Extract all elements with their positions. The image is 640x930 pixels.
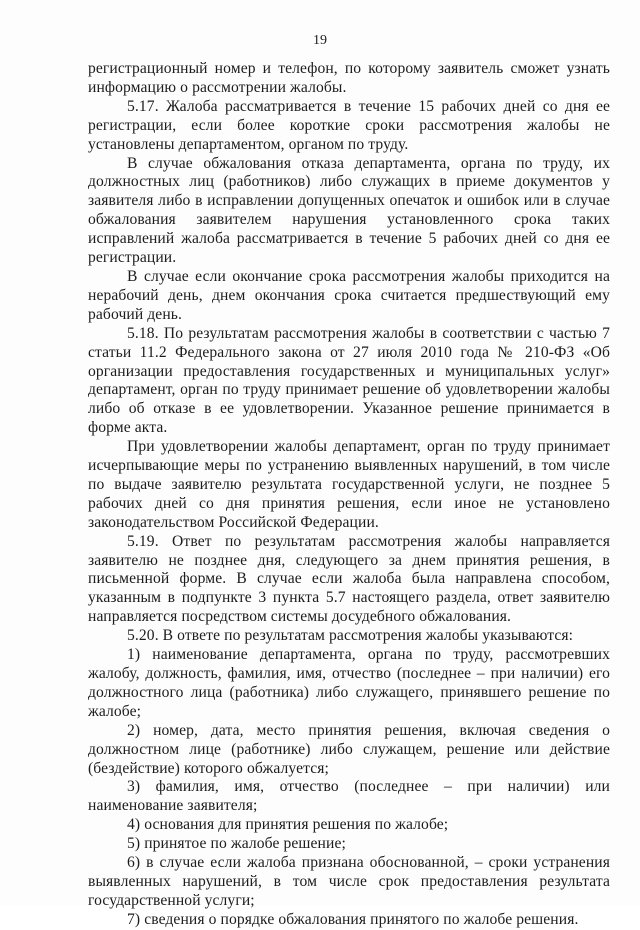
paragraph-5-17: 5.17. Жалоба рассматривается в течение 15 рабочих дней со дня ее регистрации, если более короткие сроки рассмотрения жалобы не установлены департаментом, органом по труду. bbox=[88, 97, 610, 153]
paragraph-nonworking-day: В случае если окончание срока рассмотрения жалобы приходится на нерабочий день, днем окончания срока считается предшествующий ему рабочий день. bbox=[88, 267, 610, 323]
list-item-6: 6) в случае если жалоба признана обоснованной, – сроки устранения выявленных нарушений, в том числе срок предоставления результата государственной услуги; bbox=[88, 854, 610, 909]
page-number: 19 bbox=[313, 33, 327, 48]
paragraph-5-20: 5.20. В ответе по результатам рассмотрения жалобы указываются: bbox=[127, 627, 574, 645]
list-item-5: 5) принятое по жалобе решение; bbox=[127, 835, 346, 853]
paragraph-5-18: 5.18. По результатам рассмотрения жалобы в соответствии с частью 7 статьи 11.2 Федерального закона от 27 июля 2010 года № 210-ФЗ «Об организации предоставления государственных и муниципальных услуг» департамент, орган по труду принимает решение об удовлетворении жалобы либо об отказе в ее удовлетворении. Указанное решение принимается в форме акта. bbox=[88, 324, 610, 437]
list-item-4: 4) основания для принятия решения по жалобе; bbox=[127, 816, 449, 834]
list-item-3: 3) фамилия, имя, отчество (последнее – при наличии) или наименование заявителя; bbox=[88, 778, 610, 815]
paragraph-appeal-refusal: В случае обжалования отказа департамента, органа по труду, их должностных лиц (работников) либо служащих в приеме документов у заявителя либо в исправлении допущенных опечаток и ошибок или в случае обжалования заявителем нарушения установленного срока таких исправлений жалоба рассматривается в течение 5 рабочих дней со дня ее регистрации. bbox=[88, 154, 610, 267]
list-item-2: 2) номер, дата, место принятия решения, включая сведения о должностном лице (работнике) либо служащем, решение или действие (бездействие) которого обжалуется; bbox=[88, 721, 610, 777]
list-item-7: 7) сведения о порядке обжалования принятого по жалобе решения. bbox=[127, 910, 579, 928]
paragraph-satisfaction: При удовлетворении жалобы департамент, орган по труду принимает исчерпывающие меры по устранению выявленных нарушений, в том числе по выдаче заявителю результата государственной услуги, не позднее 5 рабочих дней со дня принятия решения, если иное не установлено законодательством Российской Федерации. bbox=[88, 438, 610, 531]
paragraph-continuation: регистрационный номер и телефон, по которому заявитель сможет узнать информацию о рассмотрении жалобы. bbox=[88, 60, 610, 96]
list-item-1: 1) наименование департамента, органа по труду, рассмотревших жалобу, должность, фамилия, имя, отчество (последнее – при наличии) его должностного лица (работника) либо служащего, принявшего решение по жалобе; bbox=[88, 646, 610, 720]
paragraph-5-19: 5.19. Ответ по результатам рассмотрения жалобы направляется заявителю не позднее дня, следующего за днем принятия решения, в письменной форме. В случае если жалоба была направлена способом, указанным в подпункте 3 пункта 5.7 настоящего раздела, ответ заявителю направляется посредством системы досудебного обжалования. bbox=[88, 532, 610, 626]
document-body bbox=[88, 60, 610, 930]
